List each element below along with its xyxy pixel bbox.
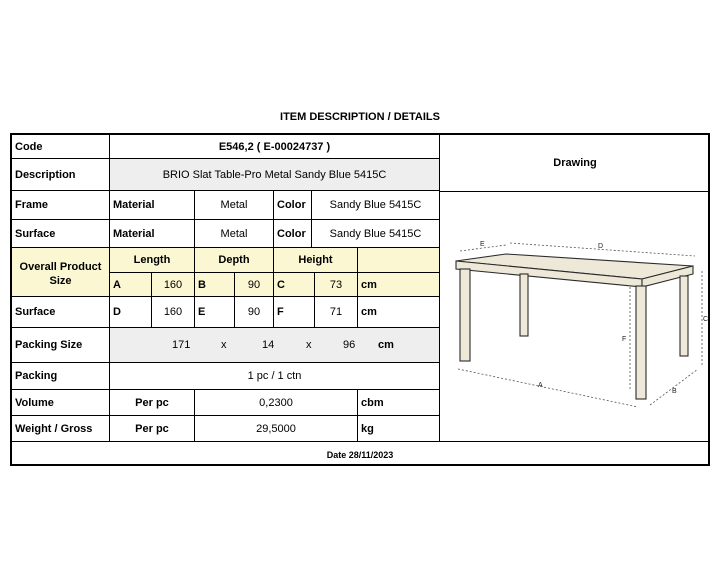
label-e: E	[480, 241, 485, 248]
surface-color-label: Color	[274, 220, 312, 248]
dim-b-value: 90	[235, 273, 274, 297]
date-footer: Date 28/11/2023	[12, 441, 708, 467]
dim-c-value: 73	[315, 273, 358, 297]
frame-material-value: Metal	[195, 191, 274, 220]
dim-line-b	[650, 369, 698, 405]
drawing-title: Drawing	[440, 135, 710, 192]
dim-e-key: E	[195, 297, 235, 328]
length-header: Length	[110, 248, 195, 273]
depth-header: Depth	[195, 248, 274, 273]
leg-back-right	[680, 276, 688, 356]
dim-d-value: 160	[152, 297, 195, 328]
description-label: Description	[12, 159, 110, 191]
volume-label: Volume	[12, 390, 110, 416]
height-header: Height	[274, 248, 358, 273]
weight-label: Weight / Gross	[12, 416, 110, 441]
drawing-panel	[440, 135, 710, 441]
packing-x1: x	[221, 339, 227, 351]
dim-a-value: 160	[152, 273, 195, 297]
leg-front-left	[460, 269, 470, 361]
table-drawing	[440, 191, 710, 441]
surface-material-value: Metal	[195, 220, 274, 248]
packing-size-value	[110, 328, 440, 363]
surface-dims-unit: cm	[358, 297, 440, 328]
dim-f-value: 71	[315, 297, 358, 328]
packing-length: 171	[172, 339, 191, 351]
packing-unit: cm	[378, 339, 394, 351]
packing-size-label: Packing Size	[12, 328, 110, 363]
packing-width: 14	[262, 339, 275, 351]
dim-a-key: A	[110, 273, 152, 297]
overall-header-blank	[358, 248, 440, 273]
spec-sheet	[10, 133, 710, 466]
leg-front-right	[636, 286, 646, 399]
weight-per: Per pc	[110, 416, 195, 441]
label-d: D	[598, 243, 604, 250]
label-c: C	[703, 316, 709, 323]
surface-label: Surface	[12, 220, 110, 248]
drawing-divider	[439, 135, 440, 441]
volume-per: Per pc	[110, 390, 195, 416]
overall-size-label: Overall Product Size	[12, 248, 110, 297]
packing-value: 1 pc / 1 ctn	[110, 363, 440, 390]
label-b: B	[672, 388, 677, 395]
overall-unit: cm	[358, 273, 440, 297]
frame-label: Frame	[12, 191, 110, 220]
volume-unit: cbm	[358, 390, 440, 416]
label-f: F	[622, 336, 627, 343]
dim-b-key: B	[195, 273, 235, 297]
label-a: A	[538, 382, 543, 389]
weight-value: 29,5000	[195, 416, 358, 441]
dim-line-a	[458, 369, 638, 407]
weight-unit: kg	[358, 416, 440, 441]
frame-color-value: Sandy Blue 5415C	[312, 191, 440, 220]
surface-material-label: Material	[110, 220, 195, 248]
packing-height: 96	[343, 339, 356, 351]
packing-label: Packing	[12, 363, 110, 390]
dim-c-key: C	[274, 273, 315, 297]
code-label: Code	[12, 135, 110, 159]
page-title: ITEM DESCRIPTION / DETAILS	[280, 111, 440, 123]
code-value: E546,2 ( E-00024737 )	[110, 135, 440, 159]
frame-material-label: Material	[110, 191, 195, 220]
description-value: BRIO Slat Table-Pro Metal Sandy Blue 5415C	[110, 159, 440, 191]
surface-color-value: Sandy Blue 5415C	[312, 220, 440, 248]
packing-x2: x	[306, 339, 312, 351]
leg-back-left	[520, 274, 528, 336]
volume-value: 0,2300	[195, 390, 358, 416]
surface-dims-label: Surface	[12, 297, 110, 328]
dim-d-key: D	[110, 297, 152, 328]
frame-color-label: Color	[274, 191, 312, 220]
dim-e-value: 90	[235, 297, 274, 328]
dim-f-key: F	[274, 297, 315, 328]
